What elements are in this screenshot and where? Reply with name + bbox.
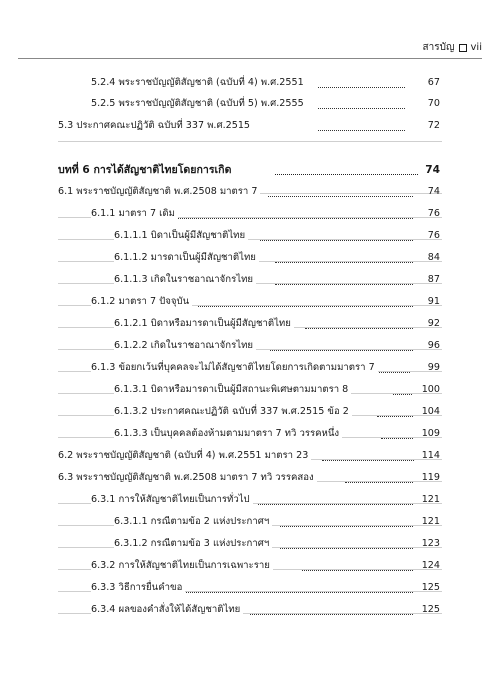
toc-entry-title: 6.1.3.2 ประกาศคณะปฏิวัติ ฉบับที่ 337 พ.ศ.2515 ข้อ 2 <box>114 404 352 420</box>
toc-entry-title: 6.1.3 ข้อยกเว้นที่บุคคลจะไม่ได้สัญชาติไทยโดยการเกิดตามมาตรา 7 <box>91 360 378 376</box>
page-header <box>423 40 482 55</box>
toc-entry-page: 114 <box>421 450 440 461</box>
dot-leader <box>178 217 413 219</box>
toc-entry-page: 76 <box>427 208 440 219</box>
toc-entry-page: 109 <box>421 428 440 439</box>
toc-entry-page: 124 <box>421 560 440 571</box>
toc-entry[interactable] <box>0 360 500 376</box>
toc-entry-title: 6.3.1.1 กรณีตามข้อ 2 แห่งประกาศฯ <box>114 514 272 530</box>
toc-entry-title: 6.1.1.1 บิดาเป็นผู้มีสัญชาติไทย <box>114 228 248 244</box>
dot-leader <box>318 107 405 109</box>
dot-leader <box>268 195 413 197</box>
toc-entry-page: 84 <box>427 252 440 263</box>
toc-entry[interactable] <box>0 228 500 244</box>
toc-entry-title: 6.2 พระราชบัญญัติสัญชาติ (ฉบับที่ 4) พ.ศ.2551 มาตรา 23 <box>58 448 311 464</box>
dot-leader <box>250 613 413 615</box>
toc-entry-page: 99 <box>427 362 440 373</box>
toc-entry-title: 6.1.3.3 เป็นบุคคลต้องห้ามตามมาตรา 7 ทวิ วรรคหนึ่ง <box>114 426 342 442</box>
toc-entry[interactable] <box>0 514 500 530</box>
dot-leader <box>322 459 414 461</box>
toc-entry-page: 121 <box>421 494 440 505</box>
toc-entry[interactable] <box>0 404 500 420</box>
dot-leader <box>305 327 413 329</box>
toc-entry-page: 125 <box>421 604 440 615</box>
toc-entry[interactable] <box>0 426 500 442</box>
dot-leader <box>318 129 405 131</box>
dot-leader <box>280 525 413 527</box>
toc-entry[interactable] <box>0 580 500 596</box>
row-divider <box>58 141 442 142</box>
toc-entry-title: 6.3.4 ผลของคำสั่งให้ได้สัญชาติไทย <box>91 602 243 618</box>
toc-entry-page: 91 <box>427 296 440 307</box>
toc-entry-title: บทที่ 6 การได้สัญชาติไทยโดยการเกิด <box>58 162 234 178</box>
dot-leader <box>318 86 405 88</box>
toc-entry-title: 6.3.1.2 กรณีตามข้อ 3 แห่งประกาศฯ <box>114 536 272 552</box>
toc-entry-title: 5.3 ประกาศคณะปฏิวัติ ฉบับที่ 337 พ.ศ.2515 <box>58 118 253 134</box>
dot-leader <box>275 173 418 175</box>
dot-leader <box>198 305 413 307</box>
dot-leader <box>381 437 413 439</box>
toc-entry-title: 6.1.2.1 บิดาหรือมารดาเป็นผู้มีสัญชาติไทย <box>114 316 294 332</box>
dot-leader <box>182 591 413 593</box>
toc-entry[interactable] <box>0 316 500 332</box>
toc-entry-page: 70 <box>427 98 440 109</box>
toc-entry[interactable] <box>0 558 500 574</box>
toc-entry[interactable] <box>0 294 500 310</box>
dot-leader <box>260 239 413 241</box>
dot-leader <box>393 393 412 395</box>
header-title: สารบัญ <box>422 42 455 53</box>
toc-entry[interactable] <box>0 184 500 200</box>
toc-entry-title: 6.3.3 วิธีการยื่นคำขอ <box>91 580 185 596</box>
toc-entry[interactable] <box>0 602 500 618</box>
dot-leader <box>377 415 413 417</box>
toc-entry[interactable] <box>0 492 500 508</box>
toc-entry-title: 6.1 พระราชบัญญัติสัญชาติ พ.ศ.2508 มาตรา 7 <box>58 184 260 200</box>
dot-leader <box>345 481 413 483</box>
toc-entry-title: 6.3.1 การให้สัญชาติไทยเป็นการทั่วไป <box>91 492 253 508</box>
toc-entry-page: 72 <box>427 120 440 131</box>
toc-entry[interactable] <box>0 470 500 486</box>
toc-entry-title: 6.1.2 มาตรา 7 ปัจจุบัน <box>91 294 192 310</box>
toc-entry-page: 121 <box>421 516 440 527</box>
dot-leader <box>275 283 413 285</box>
dot-leader <box>258 503 413 505</box>
toc-entry-title: 6.1.1.3 เกิดในราชอาณาจักรไทย <box>114 272 256 288</box>
toc-entry-page: 74 <box>427 186 440 197</box>
toc-entry-title: 6.3.2 การให้สัญชาติไทยเป็นการเฉพาะราย <box>91 558 273 574</box>
toc-entry-page: 96 <box>427 340 440 351</box>
toc-entry-page: 119 <box>421 472 440 483</box>
toc-entry-page: 74 <box>425 164 440 176</box>
toc-entry[interactable] <box>0 96 500 112</box>
toc-entry-page: 92 <box>427 318 440 329</box>
toc-entry[interactable] <box>0 250 500 266</box>
toc-entry[interactable] <box>0 206 500 222</box>
dot-leader <box>280 547 413 549</box>
toc-entry-page: 104 <box>421 406 440 417</box>
toc-entry-page: 67 <box>427 77 440 88</box>
toc-entry-page: 123 <box>421 538 440 549</box>
toc-entry-title: 6.1.1.2 มารดาเป็นผู้มีสัญชาติไทย <box>114 250 259 266</box>
toc-entry[interactable] <box>0 448 500 464</box>
toc-entry-title: 6.1.2.2 เกิดในราชอาณาจักรไทย <box>114 338 256 354</box>
dot-leader <box>270 349 413 351</box>
toc-entry[interactable] <box>0 272 500 288</box>
toc-entry-page: 76 <box>427 230 440 241</box>
toc-entry[interactable] <box>0 536 500 552</box>
toc-entry-page: 87 <box>427 274 440 285</box>
toc-entry[interactable] <box>0 75 500 91</box>
toc-entry[interactable] <box>0 338 500 354</box>
square-bullet-icon <box>459 44 467 52</box>
toc-entry[interactable] <box>0 118 500 134</box>
header-rule <box>18 58 482 59</box>
header-page-number: vii <box>470 42 482 53</box>
toc-entry-title: 6.1.3.1 บิดาหรือมารดาเป็นผู้มีสถานะพิเศษตามมาตรา 8 <box>114 382 351 398</box>
toc-entry-title: 5.2.4 พระราชบัญญัติสัญชาติ (ฉบับที่ 4) พ.ศ.2551 <box>91 75 307 91</box>
toc-entry-page: 100 <box>421 384 440 395</box>
dot-leader <box>275 261 413 263</box>
toc-entry-title: 5.2.5 พระราชบัญญัติสัญชาติ (ฉบับที่ 5) พ.ศ.2555 <box>91 96 307 112</box>
toc-entry[interactable] <box>0 382 500 398</box>
toc-entry-title: 6.1.1 มาตรา 7 เดิม <box>91 206 178 222</box>
toc-entry-title: 6.3 พระราชบัญญัติสัญชาติ พ.ศ.2508 มาตรา 7 ทวิ วรรคสอง <box>58 470 317 486</box>
toc-chapter-entry[interactable] <box>0 162 500 178</box>
toc-entry-page: 125 <box>421 582 440 593</box>
dot-leader <box>302 569 413 571</box>
